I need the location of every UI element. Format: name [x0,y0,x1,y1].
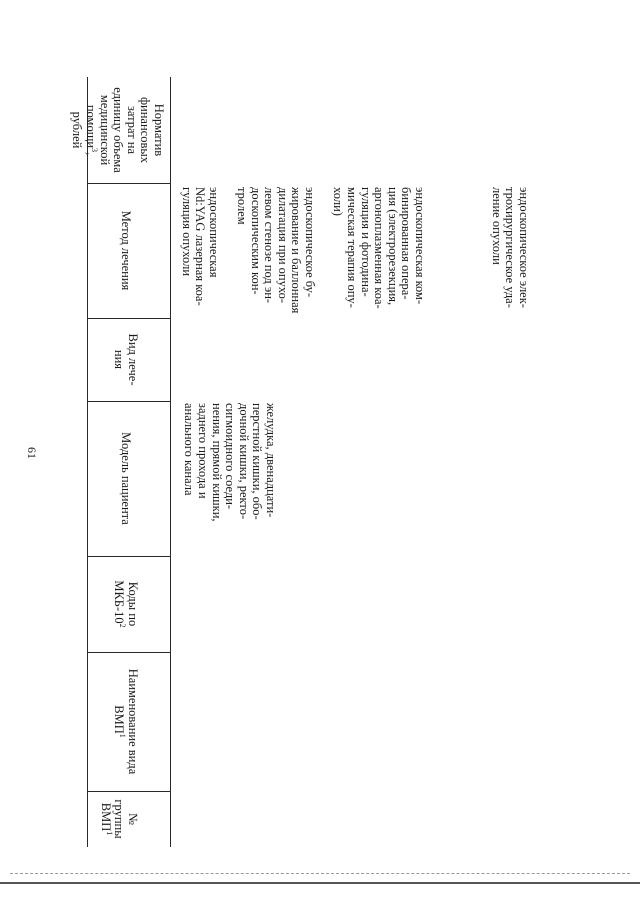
header-cost-norm: Норматив финансовых затрат на единицу объема медицинской помощи$^3$, рублей [70,87,166,173]
column-rule-5 [87,652,170,653]
header-treatment-type: Вид лече- ния [112,333,140,386]
header-icd-codes: Коды по МКБ-$10^2$ [112,580,140,628]
method-4-text: эндоскопическое элек- трохирургическое уда- ление опухоли [489,187,531,308]
page-number: 61 [25,447,39,459]
column-rule-3 [87,401,170,402]
column-rule-2 [87,318,170,319]
method-1-text: эндоскопическая Nd:YAG лазерная коа- гуляция опухоли [179,187,221,306]
method-2-text: эндоскопическое бу- жирование и баллонная дилатация при опухо- левом стенозе под эн- доскопическим кон- тролем [235,187,317,314]
column-rule-4 [87,556,170,557]
header-treatment-method: Метод лечения [119,210,133,291]
header-separator [170,77,171,847]
scan-artifact-bottom-line [0,882,640,884]
header-patient-model: Модель пациента [119,432,133,525]
column-rule-1 [87,183,170,184]
header-type-name: Наименование вида ВМП$^1$ [112,668,140,775]
scan-artifact-dotted-line [10,873,630,874]
header-group-no: № группы ВМП$^1$ [98,799,140,839]
table-border-top [87,77,88,847]
method-3-text: эндоскопическая ком- бинированная опера- ция (электрорезекция, аргоноплазменная коа- гуляция и фотодина- мическая терапия опу- холи) [331,187,427,309]
patient-model-text: желудка, двенадцати- перстной кишки, обо- дочной кишки, ректо- сигмоидного соеди- нения, прямой кишки, заднего прохода и анального канала [182,403,278,522]
column-rule-6 [87,791,170,792]
